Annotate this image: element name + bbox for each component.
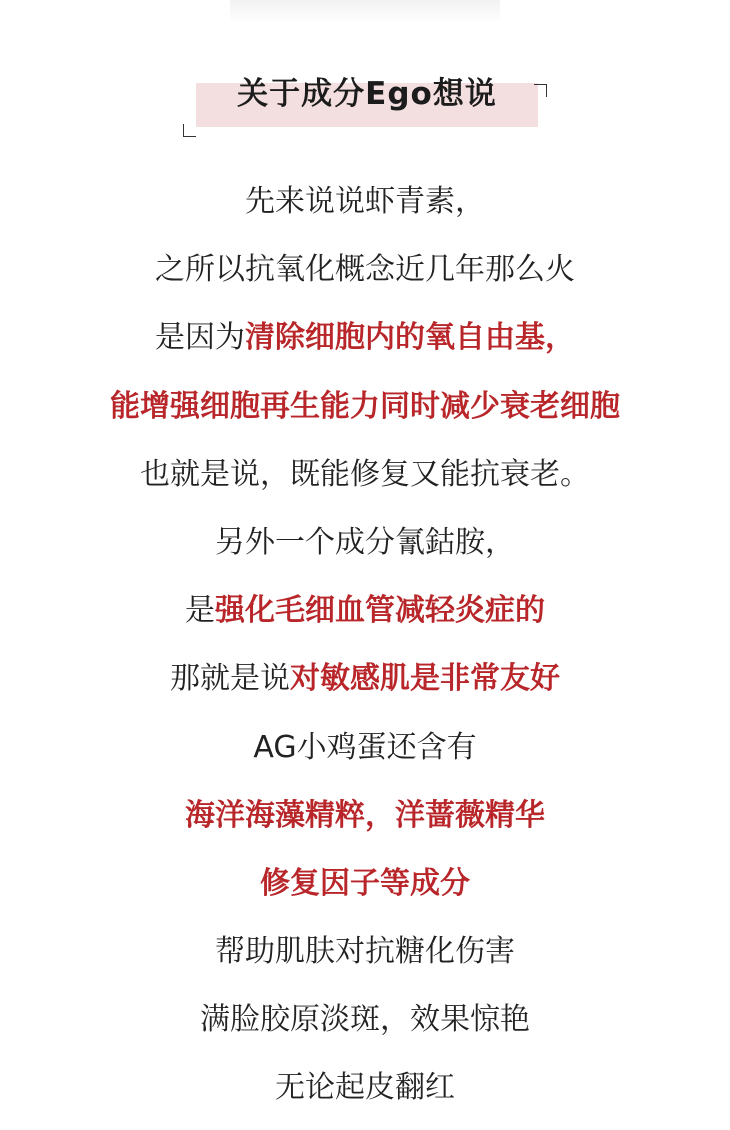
top-image-fade	[230, 0, 500, 24]
plain-text: 帮助肌肤对抗糖化伤害	[215, 934, 515, 970]
text-line	[0, 1054, 730, 1122]
section-title: 关于成分Ego想说	[237, 75, 497, 112]
text-line	[0, 986, 730, 1054]
plain-text: 也就是说，既能修复又能抗衰老。	[140, 456, 590, 492]
corner-bracket-bottom-left	[183, 124, 196, 137]
text-line	[0, 441, 730, 509]
highlighted-text: 能增强细胞再生能力同时减少衰老细胞	[110, 388, 620, 424]
plain-text: 无论起皮翻红	[275, 1070, 455, 1106]
text-line	[0, 168, 730, 236]
text-line	[0, 236, 730, 304]
text-line	[0, 577, 730, 645]
text-line	[0, 782, 730, 850]
highlighted-text: 强化毛细血管减轻炎症的	[215, 593, 545, 629]
plain-text: 是因为	[155, 320, 245, 356]
text-line	[0, 373, 730, 441]
plain-text: AG小鸡蛋还含有	[253, 729, 477, 765]
highlighted-text: 清除细胞内的氧自由基，	[245, 320, 575, 356]
text-line	[0, 714, 730, 782]
plain-text: 之所以抗氧化概念近几年那么火	[155, 252, 575, 288]
plain-text: 满脸胶原淡斑，效果惊艳	[200, 1002, 530, 1038]
text-line	[0, 850, 730, 918]
text-line	[0, 304, 730, 372]
text-line	[0, 509, 730, 577]
text-line	[0, 645, 730, 713]
plain-text: 先来说说虾青素，	[245, 184, 485, 219]
highlighted-text: 海洋海藻精粹，洋蔷薇精华	[185, 797, 545, 833]
highlighted-text: 对敏感肌是非常友好	[290, 661, 560, 697]
highlighted-text: 修复因子等成分	[260, 865, 470, 901]
corner-bracket-top-right	[534, 84, 547, 97]
plain-text: 是	[185, 593, 215, 629]
plain-text: 另外一个成分氰鈷胺，	[215, 524, 515, 560]
plain-text: 那就是说	[170, 661, 290, 697]
text-line	[0, 918, 730, 986]
body-text	[0, 168, 730, 1123]
